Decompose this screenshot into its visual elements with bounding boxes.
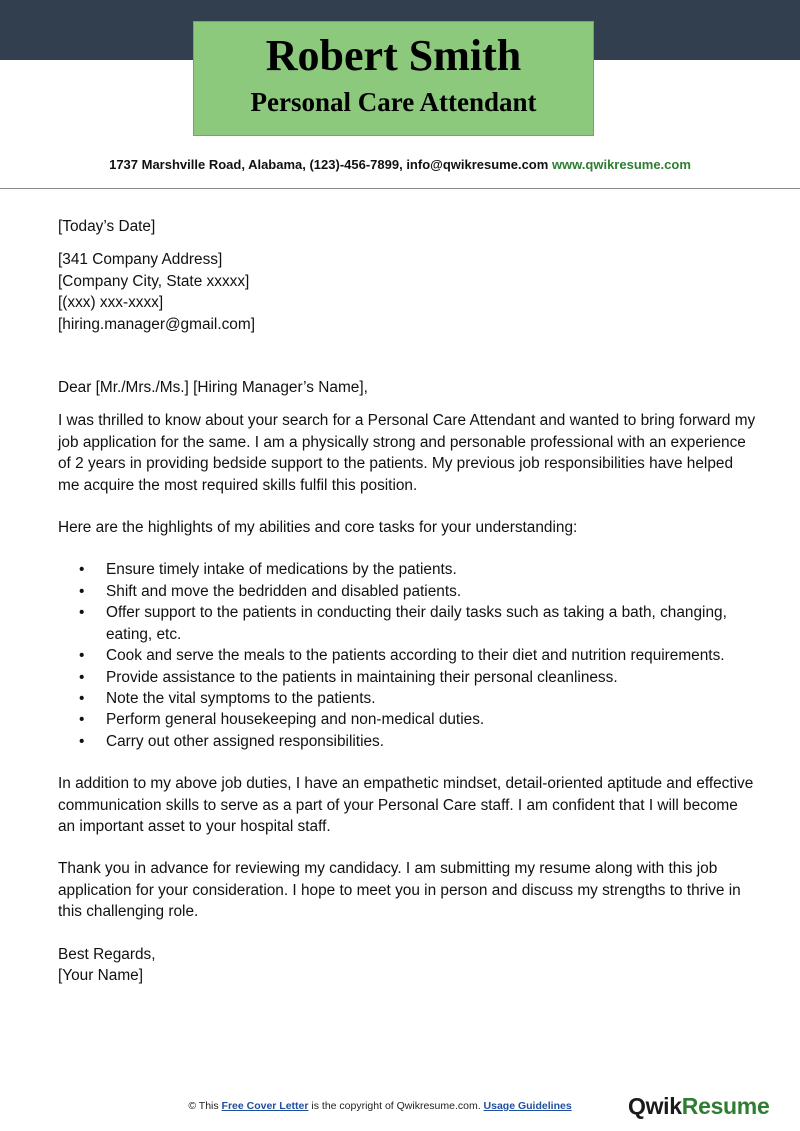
name-title-box [193, 21, 594, 136]
job-title: Personal Care Attendant [250, 87, 537, 117]
recipient-city: [Company City, State xxxxx] [58, 272, 250, 290]
contact-text: 1737 Marshville Road, Alabama, (123)-456-7899, info@qwikresume.com [109, 157, 549, 172]
contact-line [0, 157, 800, 172]
intro-paragraph: I was thrilled to know about your search for a Personal Care Attendant and wanted to bring forward my job application for the same. I am a physically strong and personable professional with an experience of 2 years in providing bedside support to the patients. My previous job responsibilities have helped me acquire the most required skills fulfil this position. [58, 412, 756, 494]
letter-body [58, 216, 758, 986]
header-divider [0, 188, 800, 189]
recipient-phone: [(xxx) xxx-xxxx] [58, 294, 164, 312]
list-item: • Shift and move the bedridden and disabled patients. [106, 581, 758, 602]
letter-date: [Today’s Date] [58, 218, 156, 235]
highlights-list [58, 559, 758, 752]
candidate-name: Robert Smith [265, 31, 522, 80]
list-item: • Perform general housekeeping and non-medical duties. [106, 709, 758, 730]
signature: [Your Name] [58, 966, 143, 984]
list-item: • Note the vital symptoms to the patients. [106, 688, 758, 709]
website-link[interactable]: www.qwikresume.com [551, 157, 691, 172]
footer-copyright: © This Free Cover Letter is the copyright of Qwikresume.com. Usage Guidelines [188, 1100, 572, 1112]
highlights-intro: Here are the highlights of my abilities and core tasks for your understanding: [58, 519, 578, 537]
list-item: • Provide assistance to the patients in maintaining their personal cleanliness. [106, 667, 758, 688]
body-paragraph-2: In addition to my above job duties, I have an empathetic mindset, detail-oriented aptitude and effective communication skills to serve as a part of your Personal Care staff. I am confident that I will become an important asset to your hospital staff. [58, 775, 754, 835]
list-item: • Cook and serve the meals to the patients according to their diet and nutrition requirements. [106, 645, 758, 666]
recipient-address: [341 Company Address] [58, 251, 223, 269]
salutation: Dear [Mr./Mrs./Ms.] [Hiring Manager’s Name], [58, 379, 368, 397]
list-item: • Ensure timely intake of medications by the patients. [106, 559, 758, 580]
usage-guidelines-link[interactable]: Usage Guidelines [483, 1100, 572, 1112]
closing: Best Regards, [58, 945, 156, 963]
recipient-email: [hiring.manager@gmail.com] [58, 315, 255, 333]
qwikresume-logo[interactable]: QwikResume [628, 1093, 770, 1119]
list-item: • Offer support to the patients in conducting their daily tasks such as taking a bath, changing, eating, etc. [106, 602, 758, 645]
free-cover-letter-link[interactable]: Free Cover Letter [221, 1100, 309, 1112]
list-item: • Carry out other assigned responsibilities. [106, 731, 758, 752]
body-paragraph-3: Thank you in advance for reviewing my candidacy. I am submitting my resume along with this job application for your consideration. I hope to meet you in person and discuss my strengths to thrive in this challenging role. [58, 860, 741, 921]
